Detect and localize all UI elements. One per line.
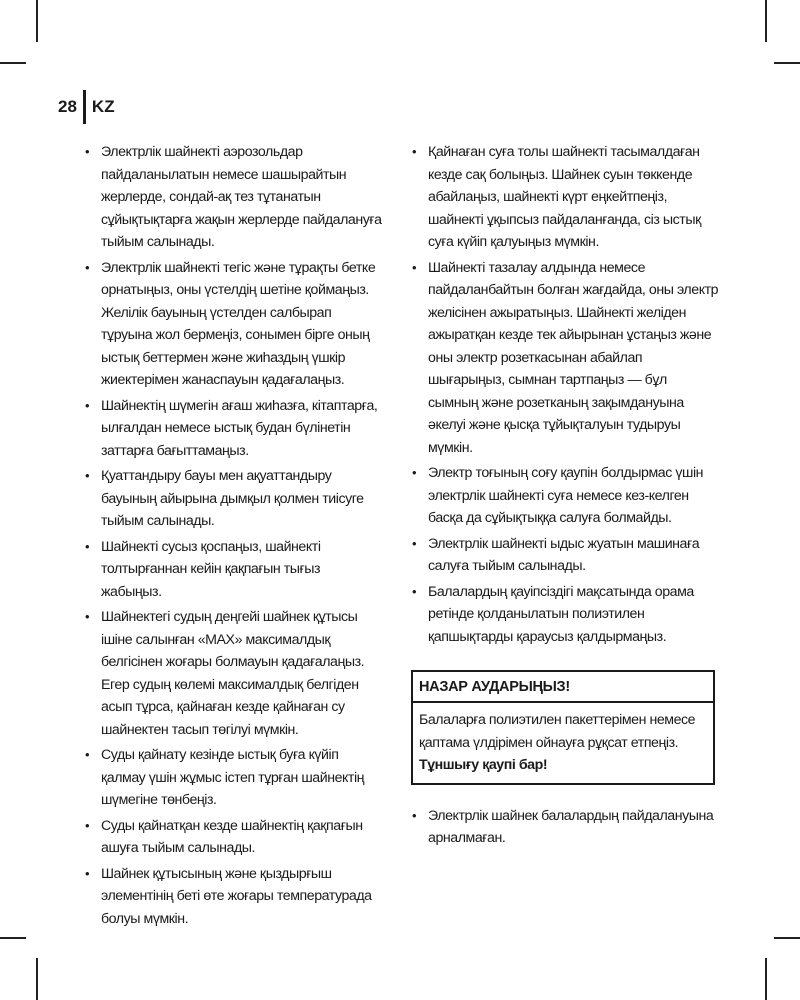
list-item: • Электрлік шайнекті аэрозольдар пайдаланылатын немесе шашырайтын жерлерде, сондай-ақ тез тұтанатын сұйықтықтарға жақын жерлерде пайдалануға тыйым салынады. (84, 141, 384, 254)
warning-text (413, 703, 713, 783)
crop-mark (36, 958, 38, 1000)
list-item: • Шайнекті сусыз қоспаңыз, шайнекті толтырғаннан кейін қақпағын тығыз жабыңыз. (84, 536, 384, 604)
bullet-list (411, 805, 719, 850)
page-header (58, 90, 115, 124)
warning-emphasis: Тұншығу қаупі бар! (419, 757, 548, 773)
list-item: • Шайнектегі судың деңгейі шайнек құтысы ішіне салынған «MAX» максималдық белгісінен жоғары болмауын қадағалаңыз. Егер судың көлемі максималдық белгіден асып тұрса, қайнаған кезде қайнаған су шайнектен тасып төгілуі мүмкін. (84, 606, 384, 741)
crop-mark (774, 937, 800, 939)
crop-mark (0, 937, 26, 939)
list-item: • Қайнаған суға толы шайнекті тасымалдаған кезде сақ болыңыз. Шайнек суын төккенде абайлаңыз, шайнекті күрт еңкейтпеңіз, шайнекті ұқыпсыз пайдаланғанда, сіз ыстық суға күйіп қалуыңыз мүмкін. (411, 141, 719, 254)
list-item: • Суды қайнатқан кезде шайнектің қақпағын ашуға тыйым салынады. (84, 815, 384, 860)
bullet-list (411, 141, 719, 648)
crop-mark (36, 0, 38, 42)
list-item: • Шайнек құтысының және қыздырғыш элементінің беті өте жоғары температурада болуы мүмкін. (84, 863, 384, 931)
crop-mark (765, 958, 767, 1000)
bullet-list (84, 141, 384, 930)
left-column (84, 141, 384, 933)
warning-title: НАЗАР АУДАРЫҢЫЗ! (413, 672, 713, 703)
crop-mark (765, 0, 767, 42)
language-code: KZ (91, 97, 115, 116)
list-item: • Суды қайнату кезінде ыстық буға күйіп қалмау үшін жұмыс істеп тұрған шайнектің шүмегіне төнбеңіз. (84, 744, 384, 812)
list-item: • Шайнекті тазалау алдында немесе пайдаланбайтын болған жағдайда, оны электр желісінен ажыратыңыз. Шайнекті желіден ажыратқан кезде тек айырынан ұстаңыз және оны электр розеткасынан абайлап шығарыңыз, сымнан тартпаңыз — бұл сымның және розетканың зақымдануына әкелуі және қысқа тұйықталуын тудыруы мүмкін. (411, 257, 719, 460)
list-item: • Электрлік шайнек балалардың пайдалануына арналмаған. (411, 805, 719, 850)
crop-mark (0, 62, 26, 64)
warning-body: Балаларға полиэтилен пакеттерімен немесе қаптама үлдірімен ойнауға рұқсат етпеңіз. (419, 712, 696, 751)
right-column (411, 141, 719, 853)
warning-box (411, 670, 715, 785)
header-divider (83, 90, 86, 124)
list-item: • Электрлік шайнекті тегіс және тұрақты бетке орнатыңыз, оны үстелдің шетіне қоймаңыз. Желілік бауының үстелден салбырап тұруына жол бермеңіз, сонымен бірге оның ыстық беттермен және жиһаздың үшкір жиектерімен жанаспауын қадағалаңыз. (84, 257, 384, 392)
list-item: • Шайнектің шүмегін ағаш жиһазға, кітаптарға, ылғалдан немесе ыстық будан бүлінетін заттарға бағыттамаңыз. (84, 395, 384, 463)
page-number: 28 (58, 97, 77, 116)
list-item: • Электр тоғының соғу қаупін болдырмас үшін электрлік шайнекті суға немесе кез-келген басқа да сұйықтыққа салуға болмайды. (411, 462, 719, 530)
list-item: • Балалардың қауіпсіздігі мақсатында орама ретінде қолданылатын полиэтилен қапшықтарды қараусыз қалдырмаңыз. (411, 581, 719, 649)
crop-mark (774, 62, 800, 64)
list-item: • Электрлік шайнекті ыдыс жуатын машинаға салуға тыйым салынады. (411, 533, 719, 578)
list-item: • Қуаттандыру бауы мен ақуаттандыру бауының айырына дымқыл қолмен тиісуге тыйым салынады. (84, 465, 384, 533)
